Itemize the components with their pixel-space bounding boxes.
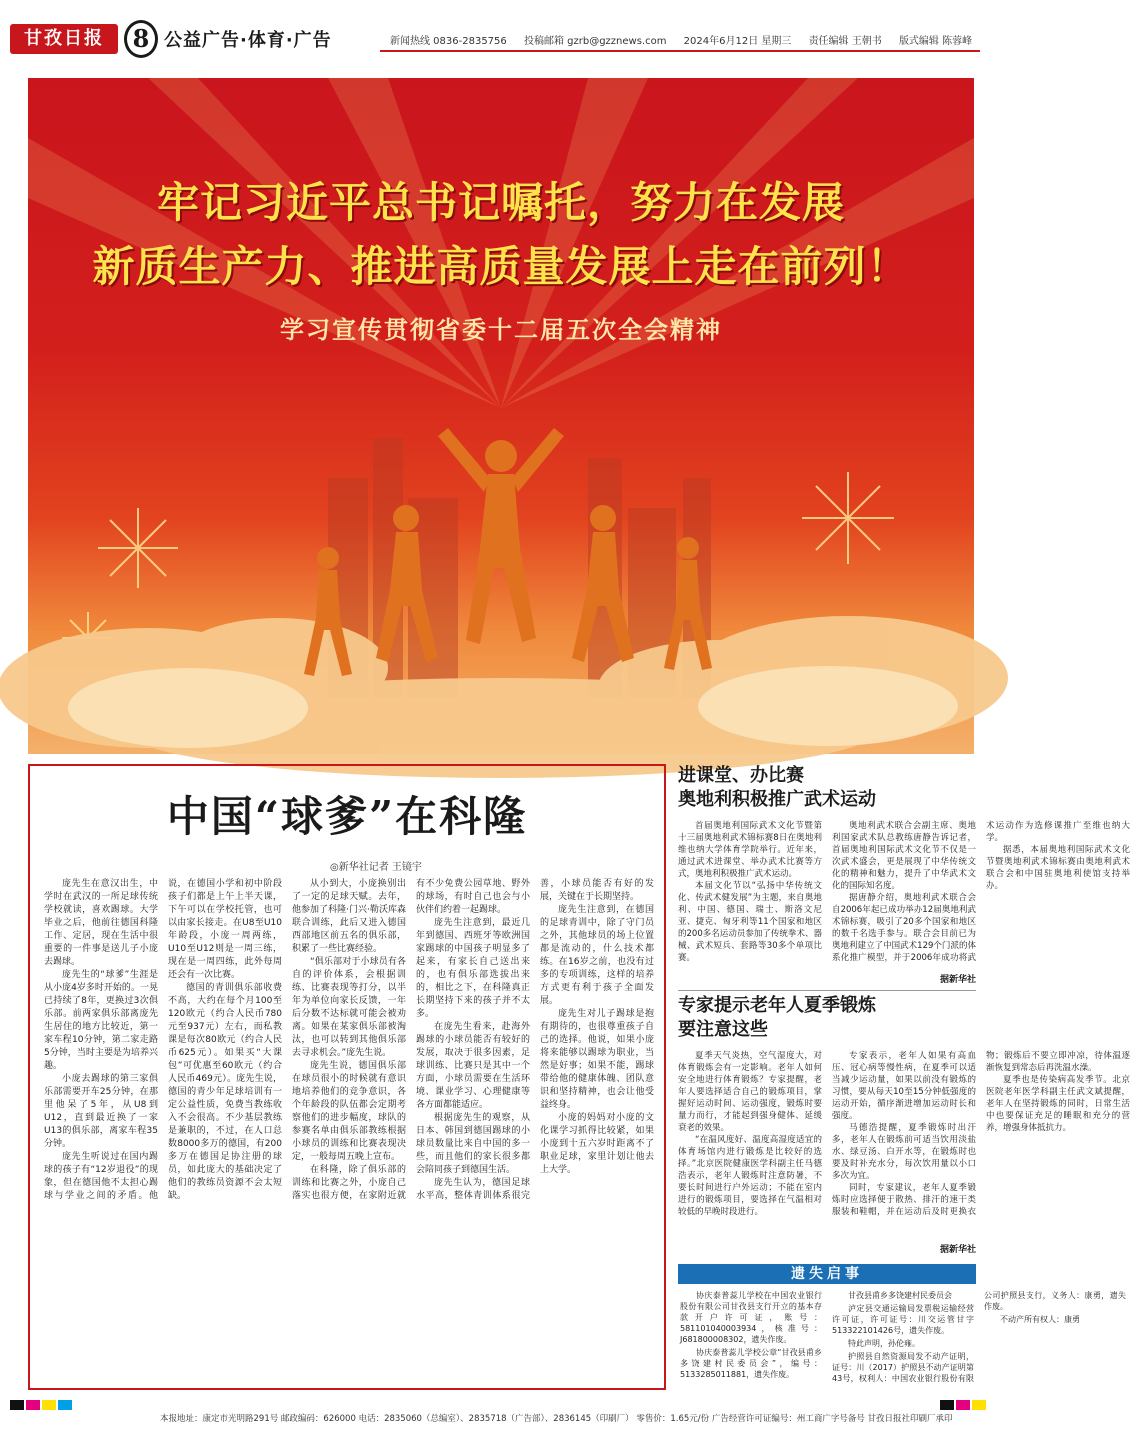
side-article-wushu [678, 764, 1130, 986]
banner-headline-line1: 牢记习近平总书记嘱托，努力在发展 [156, 178, 845, 227]
paragraph: 在庞先生看来，赴海外踢球的小球员能否有较好的发展，取决于很多因素，足球训练、比赛只是其中一个方面，小球员需要在生活环境、课业学习、心理健康等各方面都能适应。 [416, 1022, 530, 1110]
paragraph: 庞先生注意到，在德国的足球青训中，除了守门员之外，其他球员的场上位置都是流动的，什么技术都练。在16岁之前，也没有过多的专项训练，这样的培养方式更有利于孩子全面发展。 [540, 905, 654, 1006]
side-article-title [678, 764, 976, 812]
side-article-body [678, 1050, 1130, 1240]
notice-item: 不动产所有权人：康勇 [1000, 1315, 1080, 1324]
public-service-banner [28, 78, 974, 754]
notice-item: 协庆泰普蕊儿学校公章“甘孜县甫乡多饶建村民委员会”，编号：5133285011881，遗失作废。 [680, 1348, 822, 1379]
paragraph: 庞先生的“球爹”生涯是从小庞4岁多时开始的。一晃已持续了8年，更换过3次俱乐部。前两家俱乐部离庞先生居住的地方比较近，第一家车程10分钟，第二家走路5分钟，当时主要是为培养兴趣。 [44, 970, 158, 1071]
news-hotline: 新闻热线 0836-2835756 [390, 36, 507, 47]
page-number: 8 [124, 20, 158, 58]
main-article [28, 764, 666, 1390]
masthead [0, 0, 1000, 70]
paragraph: 同时，专家建议，老年人夏季锻炼时应选择便于散热、排汗的速干类服装和鞋帽，并在运动后及时更换衣物；锻炼后不要立即冲凉，待体温逐渐恢复到常态后再洗温水澡。 [832, 1051, 1130, 1217]
paragraph: 庞先生说，德国俱乐部在球员很小的时候就有意识地培养他们的竞争意识，各个年龄段的队伍都会定期考察他们的进步幅度，球队的参赛名单由俱乐部教练根据小球员的训练和比赛表现决定，一般每周五晚上宣布。 [292, 1061, 406, 1162]
lost-notice-header [678, 1264, 976, 1284]
paragraph: 庞先生注意到，最近几年到德国、西班牙等欧洲国家踢球的中国孩子明显多了起来，有家长自己送出来的，也有俱乐部选拔出来的，相比之下，在科隆真正长期坚持下来的孩子并不太多。 [416, 918, 530, 1019]
notice-item: 护照县自然资源局发不动产证明，证号：川（2017）护照县不动产证明第43号，权利人：中国农业银行股份有限公司护照县支行，义务人：康勇，遗失作废。 [832, 1291, 1126, 1383]
side-article-body [678, 820, 1130, 970]
masthead-info [390, 32, 986, 47]
paragraph: 从小到大，小庞换别出了一定的足球天赋。去年，他参加了科隆·门兴·勒沃库森联合训练，此后又进入德国西部地区前五名的俱乐部，积累了一些比赛经验。 [292, 879, 406, 954]
paragraph: 马德浩提醒，夏季锻炼时出汗多，老年人在锻炼前可适当饮用淡盐水、绿豆汤、白开水等，在锻炼时也要及时补充水分，每次饮用量以小口多次为宜。 [832, 1123, 976, 1181]
paragraph: 奥地利武术联合会副主席、奥地利国家武术队总教练唐静告诉记者，首届奥地利国际武术文化节不仅是一次武术盛会，更是展现了中华传统文化的精神和魅力，提升了中华武术文化的国际知名度。 [832, 821, 976, 891]
paragraph: 小庞的妈妈对小庞的文化课学习抓得比较紧，如果小庞到十五六岁时距离不了职业足球，家里计划让他去上大学。 [540, 1113, 654, 1175]
notice-item: 特此声明，孙伦雍。 [848, 1339, 920, 1348]
submission-email: 投稿邮箱 gzrb@gzznews.com [523, 36, 667, 47]
paragraph: 根据庞先生的观察，从日本、韩国到德国踢球的小球员数量比来自中国的多一些，而且他们的家长很多都会陪同孩子到德国生活。 [416, 1113, 530, 1175]
paragraph: 庞先生听说过在国内踢球的孩子有“12岁退役”的现象，但在德国他不太担心踢球与学业之间的矛盾。他说，在德国小学和初中阶段孩子们都是上午上半天课，下午可以在学校托管，也可以由家长接走。在U8至U10年龄段，小庞一周两练，U10至U12则是一周三练，现在是一周四练，此外每周还会有一次比赛。 [44, 879, 282, 1201]
side-article-elderly-exercise [678, 994, 1130, 1256]
color-bar-yellow [972, 1400, 986, 1410]
title-line: 专家提示老年人夏季锻炼 [678, 995, 876, 1016]
responsible-editor: 责任编辑 王朝书 [808, 36, 882, 47]
notice-item: 泸定县交通运输局发票税运输经营许可证，许可证号：川交运管甘字513322101426号，遗失作废。 [832, 1304, 974, 1335]
paragraph: 夏季也是传染病高发季节。北京医院老年医学科副主任武文斌提醒，老年人在坚持锻炼的同时，日常生活中也要保证充足的睡眠和充分的营养，增强身体抵抗力。 [986, 1075, 1130, 1133]
notice-item: 协庆泰普蕊儿学校在中国农业银行股份有限公司甘孜县支行开立的基本存款开户许可证，账号：58110104000393​4，核准号：J681800008302，遗失作废。 [680, 1291, 822, 1344]
title-line: 奥地利积极推广武术运动 [678, 789, 876, 810]
masthead-rule [380, 50, 980, 52]
paragraph: 首届奥地利国际武术文化节暨第十三届奥地利武术锦标赛8日在奥地利维也纳大学体育学院举行。近年来，通过武术进课堂、举办武术比赛等方式，奥地利积极推广武术运动。 [678, 821, 822, 879]
banner-headline-line2: 新质生产力、推进高质量发展上走在前列！ [92, 242, 910, 291]
layout-editor: 版式编辑 陈蓉峰 [898, 36, 973, 47]
paragraph: 本届文化节以“弘扬中华传统文化、传武术健发展”为主题，来自奥地利、中国、德国、瑞士、斯洛文尼亚、捷克、匈牙利等11个国家和地区的200多名运动员参加了传统拳术、器械、武术短兵、套路等30多个单项比赛。 [678, 881, 822, 963]
color-bar-black [10, 1400, 24, 1410]
main-article-body [44, 878, 654, 1384]
color-bar-magenta [956, 1400, 970, 1410]
article-source: 据新华社 [939, 1245, 976, 1255]
main-article-byline: ◎新华社记者 王镜宇 [330, 862, 422, 873]
notice-item: 甘孜县甫乡多饶建村民委员会 [848, 1291, 952, 1300]
paragraph: “俱乐部对于小球员有各自的评价体系，会根据训练、比赛表现等打分，以半年为单位向家长反馈，一年后分数不达标就可能会被劝离。如果在某家俱乐部被淘汰，也可以转到其他俱乐部去寻求机会。”庞先生说。 [292, 957, 406, 1058]
color-bar-cyan [58, 1400, 72, 1410]
side-article-title [678, 994, 976, 1042]
paragraph: 庞先生在意汉出生，中学时在武汉的一所足球传统学校就读，喜欢踢球。大学毕业之后，他前往德国科隆工作、定居，现在生活中很重要的一件事是送儿子小庞去踢球。 [44, 879, 158, 967]
paragraph: 德国的青训俱乐部收费不高，大约在每个月100至120欧元（约合人民币780元至937元）左右，而私教课是每次80欧元（约合人民币625元）。如果买“大课包”可优惠至60欧元（约合人民币469元）。庞先生说，德国的青少年足球培训有一定公益性质，免费当教练收入不会很高。不少基层教练是兼职的，不过，在人口总数8000多万的德国，有200多万在德国足协注册的球员，如此庞大的基础决定了他们的教练员资源不会太短缺。 [168, 983, 282, 1201]
article-source: 据新华社 [939, 975, 976, 985]
section-name: 公益广告·体育·广告 [164, 30, 332, 51]
color-bar-black [940, 1400, 954, 1410]
divider [678, 990, 976, 991]
color-bar-yellow [42, 1400, 56, 1410]
paragraph: 据唐静介绍，奥地利武术联合会自2006年起已成功举办12届奥地利武术锦标赛，吸引了20多个国家和地区的数千名选手参与。联合会目前已为奥地利建立了中国武术129个门派的体系化推广模型，并于2006年成功将武术运动作为选修课推广至维也纳大学。 [832, 821, 1130, 963]
footer-imprint: 本报地址：康定市光明路291号 邮政编码：626000 电话：2835060（总编室）、2835718（广告部）、2836145（印刷厂） 零售价：1.65元/份 广告经营许可证编号：州工商广字号备号 甘孜日报社印刷厂承印 [160, 1414, 953, 1424]
newspaper-logo: 甘孜日报 [10, 24, 118, 54]
paragraph: 庞先生认为，德国足球水平高，整体青训体系很完善，小球员能否有好的发展，关键在于长期坚持。 [416, 879, 654, 1201]
title-line: 进课堂、办比赛 [678, 765, 804, 786]
paragraph: 小庞去踢球的第三家俱乐部需要开车25分钟，在那里他呆了5年，从U8到U12，直到最近换了一家U13的俱乐部，离家车程35分钟。 [44, 1074, 158, 1149]
paragraph: 专家表示，老年人如果有高血压、冠心病等慢性病，在夏季可以适当减少运动量，如果以前没有锻炼的习惯，要从每天10至15分钟低强度的运动开始，循序渐进增加运动时长和强度。 [832, 1051, 976, 1121]
color-bar-magenta [26, 1400, 40, 1410]
paragraph: 夏季天气炎热，空气湿度大，对体育锻炼会有一定影响。老年人如何安全地进行体育锻炼？专家提醒，老年人要选择适合自己的锻炼项目，掌握好运动时间、运动强度，锻炼时要量力而行，才能起到强身健体、延缓衰老的效果。 [678, 1051, 822, 1133]
lost-notices [680, 1290, 1126, 1390]
banner-subtitle: 学习宣传贯彻省委十二届五次全会精神 [280, 316, 722, 344]
main-article-title: 中国“球爹”在科隆 [166, 792, 528, 841]
paragraph: “在温风度好、温度高湿度适宜的体育场馆内进行锻炼是比较好的选择。”北京医院健康医学科副主任马德浩表示，老年人锻炼时注意防暑，不要长时间进行户外运动；不能在室内进行的锻炼项目，要选择在气温相对较低的早晚时段进行。 [678, 1135, 822, 1217]
title-line: 要注意这些 [678, 1019, 768, 1040]
paragraph: 据悉，本届奥地利国际武术文化节暨奥地利武术锦标赛由奥地利武术联合会和中国驻奥地利使馆支持举办。 [986, 845, 1130, 891]
lost-notice-title: 遗失启事 [772, 1264, 882, 1284]
paragraph: 在科隆，除了俱乐部的训练和比赛之外，小庞自己落实也很方便，在家附近就有不少免费公园草地、野外的球场，有时自己也会与小伙伴们约着一起踢球。 [292, 879, 530, 1201]
issue-date: 2024年6月12日 星期三 [683, 36, 792, 47]
paragraph: 庞先生对儿子踢球是抱有期待的，也很尊重孩子自己的选择。他说，如果小庞将来能够以踢球为职业，当然是好事；如果不能，踢球带给他的健康体魄、团队意识和坚持精神，也会让他受益终身。 [540, 1009, 654, 1110]
